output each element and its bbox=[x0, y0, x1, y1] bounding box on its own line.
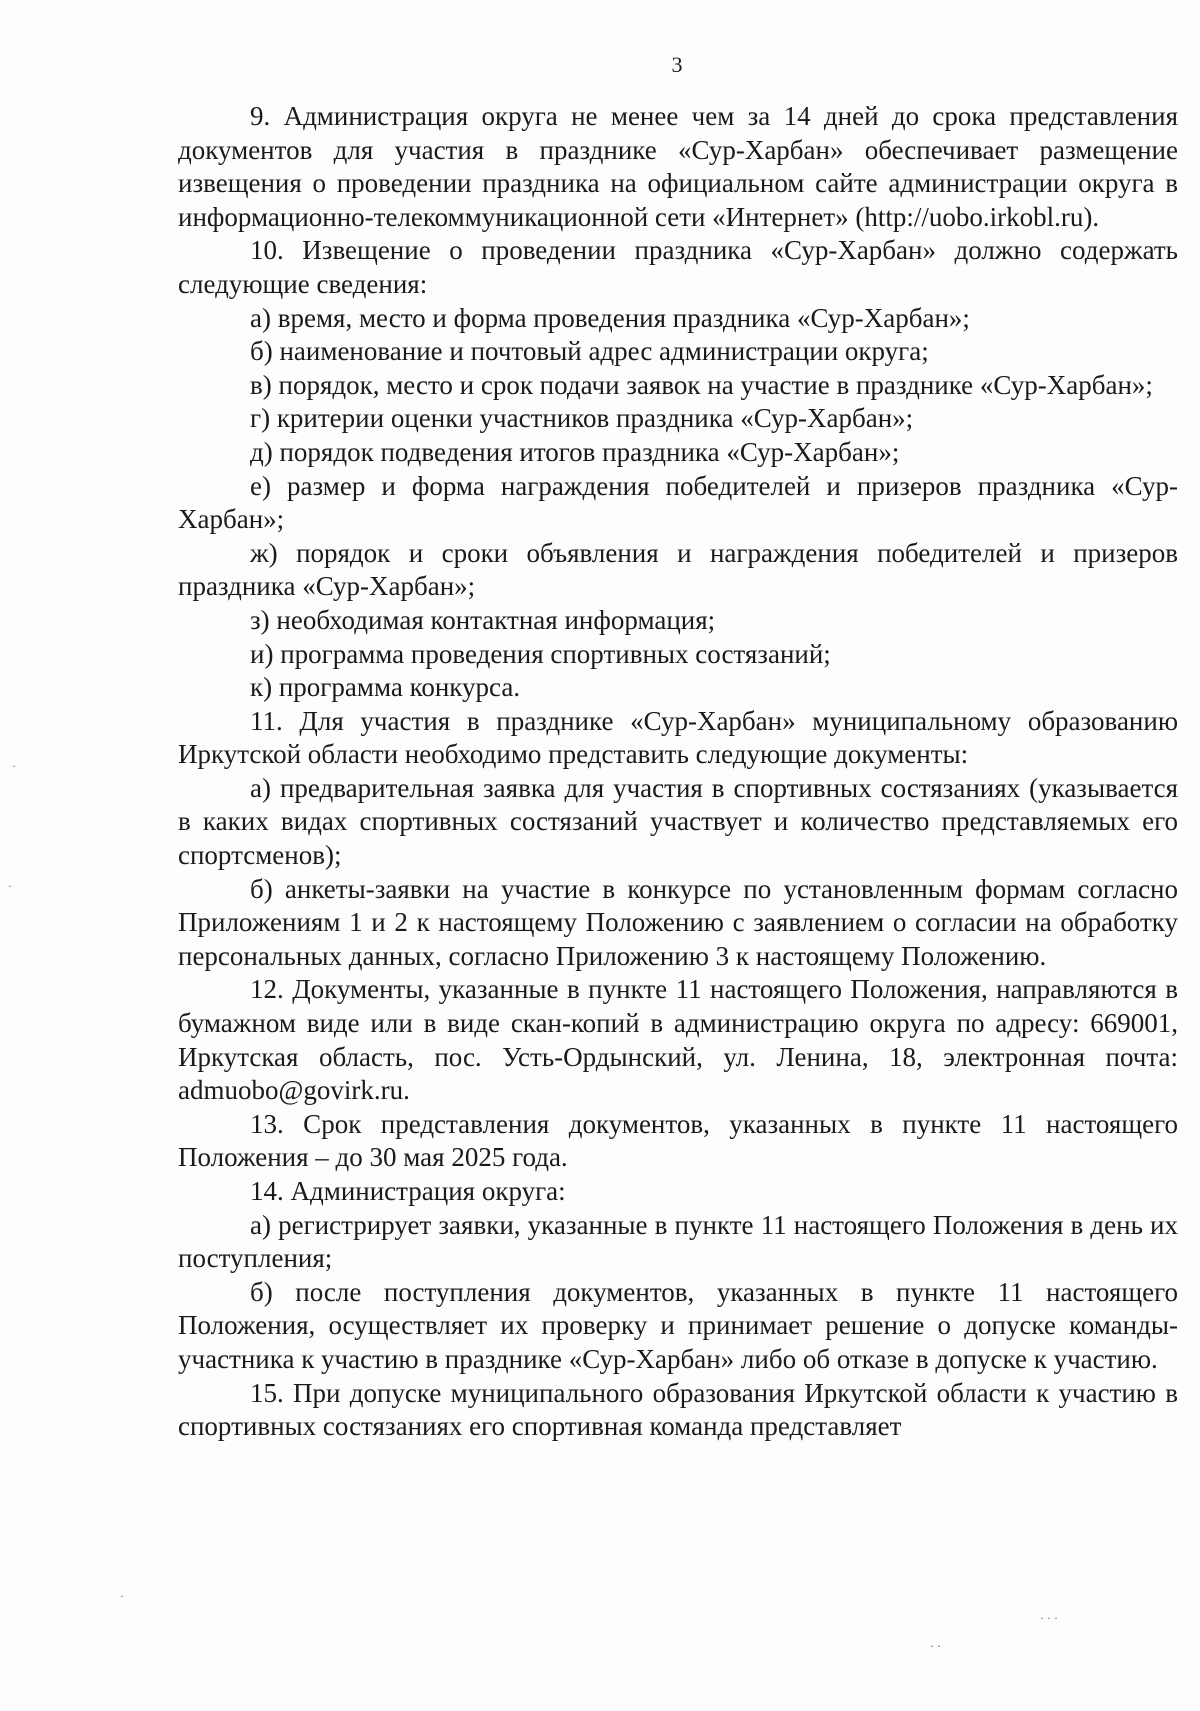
list-item-14a: а) регистрирует заявки, указанные в пункте 11 настоящего Положения в день их поступления; bbox=[178, 1209, 1178, 1274]
list-item-10z: з) необходимая контактная информация; bbox=[250, 604, 716, 635]
list-item-10b: б) наименование и почтовый адрес администрации округа; bbox=[250, 336, 929, 367]
list-item-11b: б) анкеты-заявки на участие в конкурсе по установленным формам согласно Приложениям 1 и 2 к настоящему Положению с заявлением о согласии на обработку персональных данных, согласно Приложению 3 к настоящему Положению. bbox=[178, 873, 1178, 971]
paragraph-14: 14. Администрация округа: bbox=[250, 1176, 566, 1206]
list-item-14b: б) после поступления документов, указанных в пункте 11 настоящего Положения, осуществляет их проверку и принимает решение о допуске команды-участника к участию в празднике «Сур-Харбан» либо об отказе в допуске к участию. bbox=[178, 1276, 1178, 1374]
list-item-10a: а) время, место и форма проведения праздника «Сур-Харбан»; bbox=[250, 302, 970, 333]
scan-speck: · bbox=[8, 879, 12, 893]
list-item-10e: е) размер и форма награждения победителей и призеров праздника «Сур-Харбан»; bbox=[178, 470, 1178, 535]
scan-speck: · bbox=[120, 1589, 124, 1603]
list-item-10k: к) программа конкурса. bbox=[250, 672, 521, 703]
paragraph-10: 10. Извещение о проведении праздника «Сур-Харбан» должно содержать следующие сведения: bbox=[178, 235, 1178, 299]
list-item-10zh: ж) порядок и сроки объявления и награждения победителей и призеров праздника «Сур-Харбан»; bbox=[178, 537, 1178, 602]
scan-speck: · · · bbox=[1040, 1611, 1058, 1625]
paragraph-11: 11. Для участия в празднике «Сур-Харбан» муниципальному образованию Иркутской области необходимо представить следующие документы: bbox=[178, 705, 1178, 770]
paragraph-9: 9. Администрация округа не менее чем за 14 дней до срока представления документов для участия в празднике «Сур-Харбан» обеспечивает размещение извещения о проведении праздника на официальном сайте администрации округа в информационно-телекоммуникационной сети «Интернет» (http://uobo.irkobl.ru). bbox=[178, 101, 1178, 232]
paragraph-13: 13. Срок представления документов, указанных в пункте 11 настоящего Положения – до 30 мая 2025 года. bbox=[178, 1108, 1178, 1173]
list-item-10v: в) порядок, место и срок подачи заявок на участие в празднике «Сур-Харбан»; bbox=[250, 369, 1153, 400]
scan-speck: · · bbox=[930, 1639, 941, 1653]
paragraph-15: 15. При допуске муниципального образования Иркутской области к участию в спортивных состязаниях его спортивная команда представляет bbox=[178, 1377, 1178, 1442]
list-item-10i: и) программа проведения спортивных состязаний; bbox=[250, 638, 831, 669]
scan-speck: · bbox=[12, 759, 16, 773]
list-item-10g: г) критерии оценки участников праздника «Сур-Харбан»; bbox=[250, 403, 914, 434]
page-number: 3 bbox=[671, 52, 683, 77]
list-item-10d: д) порядок подведения итогов праздника «Сур-Харбан»; bbox=[250, 436, 900, 467]
paragraph-12: 12. Документы, указанные в пункте 11 настоящего Положения, направляются в бумажном виде или в виде скан-копий в администрацию округа по адресу: 669001, Иркутская область, пос. Усть-Ордынский, ул. Ленина, 18, электронная почта: admuobo@govirk.ru. bbox=[178, 974, 1178, 1106]
document-body bbox=[178, 100, 1178, 1444]
list-item-11a: а) предварительная заявка для участия в спортивных состязаниях (указывается в каких видах спортивных состязаний участвует и количество представляемых его спортсменов); bbox=[178, 772, 1178, 871]
